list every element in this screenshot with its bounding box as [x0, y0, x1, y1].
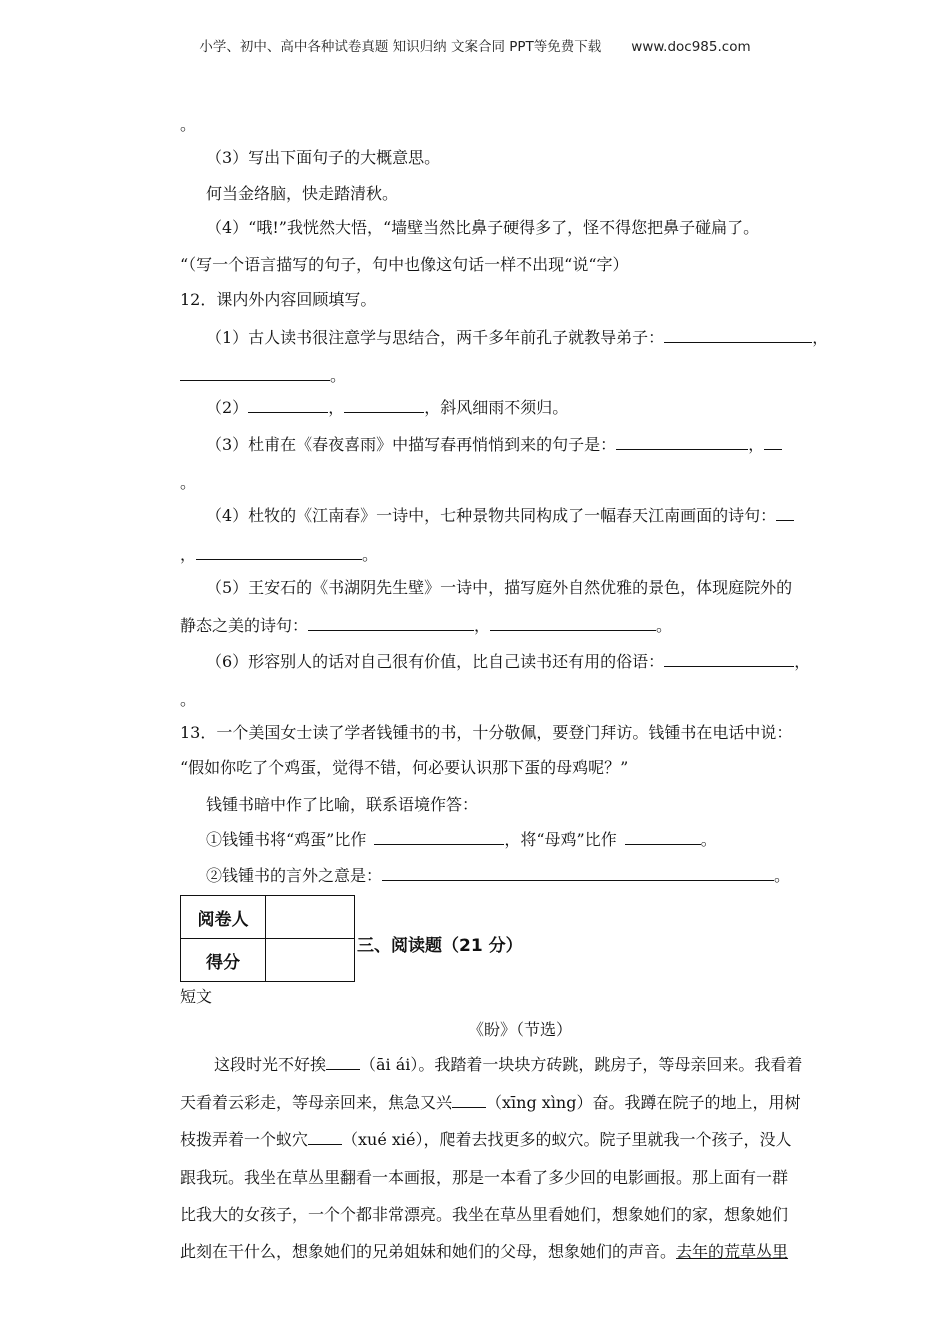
q12-item5-comma: ， [474, 616, 491, 635]
q12-item6-text: （6）形容别人的话对自己很有价值，比自己读书还有用的俗语： [206, 652, 665, 671]
q12-item4-period: 。 [362, 545, 379, 564]
reviewer-cell[interactable] [266, 896, 355, 939]
passage-line4: 跟我玩。我坐在草丛里翻看一本画报，那是一本看了多少回的电影画报。那上面有一群 [180, 1168, 789, 1187]
q11-part3-label: （3）写出下面句子的大概意思。 [206, 148, 441, 167]
q12-item2-comma: ， [328, 398, 345, 417]
section-title: 三、阅读题（21 分） [357, 936, 523, 956]
q12-item1-comma: ， [812, 328, 829, 347]
score-table [180, 895, 355, 982]
q11-part3-sentence: 何当金络脑，快走踏清秋。 [206, 184, 399, 203]
header-text: 小学、初中、高中各种试卷真题 知识归纳 文案合同 PPT等免费下载 [199, 39, 602, 55]
q12-item1-blank1[interactable] [664, 328, 812, 343]
q12-item6-blank1[interactable] [664, 652, 794, 667]
q12-item3-blank1[interactable] [616, 435, 748, 450]
passage-line1 [214, 1055, 802, 1075]
q13-sub2-blank[interactable] [382, 866, 774, 881]
q12-item3-period: 。 [180, 473, 197, 492]
passage-blank-ai[interactable] [326, 1055, 360, 1070]
q12-item1 [206, 328, 828, 348]
q12-item2-blank2[interactable] [344, 398, 424, 413]
page-header [0, 35, 950, 55]
q12-item3-blank2[interactable] [764, 435, 782, 450]
q12-item6-period: 。 [180, 690, 197, 709]
q13-sub1-b: ，将“母鸡”比作 [504, 830, 617, 849]
passage-line1-b: （āi ái）。我踏着一块块方砖跳，跳房子，等母亲回来。我看着 [360, 1055, 803, 1074]
q13-line3: 钱锺书暗中作了比喻，联系语境作答： [206, 795, 479, 814]
q12-item2-blank1[interactable] [248, 398, 328, 413]
q13-sub1-blank2[interactable] [625, 830, 701, 845]
passage-line3-a: 枝拨弄着一个蚁穴 [180, 1130, 309, 1149]
q12-item3-comma: ， [748, 435, 765, 454]
passage-line2 [180, 1093, 800, 1113]
score-cell[interactable] [266, 939, 355, 982]
passage-blank-xue[interactable] [308, 1130, 342, 1145]
q12-item2 [206, 398, 568, 418]
q12-item6-comma: ， [794, 652, 811, 671]
score-label: 得分 [181, 939, 266, 982]
q13-sub1 [206, 830, 717, 850]
header-site: www.doc985.com [631, 39, 751, 55]
q12-item3 [206, 435, 782, 455]
q12-item5-text: 静态之美的诗句： [180, 616, 309, 635]
q12-item1-period: 。 [330, 366, 347, 385]
passage-line5: 比我大的女孩子，一个个都非常漂亮。我坐在草丛里看她们，想象她们的家，想象她们 [180, 1205, 789, 1224]
passage-line6-underlined: 去年的荒草丛里 [676, 1242, 789, 1261]
q12-item1-cont [180, 366, 346, 386]
q12-item4-cont [180, 545, 378, 565]
passage-line2-b: （xīng xìng）奋。我蹲在院子的地上，用树 [486, 1093, 801, 1112]
q12-item4-comma: ， [180, 545, 197, 564]
q13-sub1-a: ①钱锺书将“鸡蛋”比作 [206, 830, 367, 849]
passage-line3 [180, 1130, 792, 1150]
q12-item4 [206, 506, 794, 526]
q11-part4-line2: “（写一个语言描写的句子，句中也像这句话一样不出现“说“字） [180, 255, 629, 274]
q11-part4-line1: （4）“哦!”我恍然大悟，“墙壁当然比鼻子硬得多了，怪不得您把鼻子碰扁了。 [206, 218, 760, 237]
reviewer-label: 阅卷人 [181, 896, 266, 939]
q11-stray-period: 。 [180, 115, 197, 134]
q13-line2: “假如你吃了个鸡蛋，觉得不错，何必要认识那下蛋的母鸡呢？” [180, 758, 629, 777]
passage-label: 短文 [180, 987, 213, 1006]
q13-sub1-period: 。 [700, 830, 717, 849]
q13-line1: 13．一个美国女士读了学者钱锺书的书，十分敬佩，要登门拜访。钱锺书在电话中说： [180, 723, 793, 742]
passage-line6 [180, 1242, 788, 1262]
q12-item5-blank1[interactable] [308, 616, 474, 631]
passage-line1-a: 这段时光不好挨 [214, 1055, 327, 1074]
q12-item4-blank1[interactable] [776, 506, 794, 521]
q13-sub1-blank1[interactable] [374, 830, 504, 845]
q13-sub2-text: ②钱锺书的言外之意是： [206, 866, 383, 885]
q13-sub2-period: 。 [774, 866, 791, 885]
q12-title: 12．课内外内容回顾填写。 [180, 290, 377, 309]
q12-item2-label: （2） [206, 398, 249, 417]
passage-line2-a: 天看着云彩走，等母亲回来，焦急又兴 [180, 1093, 453, 1112]
q12-item1-blank2[interactable] [180, 366, 330, 381]
passage-line3-b: （xué xié），爬着去找更多的蚁穴。院子里就我一个孩子，没人 [342, 1130, 792, 1149]
q12-item5-blank2[interactable] [490, 616, 656, 631]
q12-item4-text: （4）杜牧的《江南春》一诗中，七种景物共同构成了一幅春天江南画面的诗句： [206, 506, 777, 525]
q12-item5-period: 。 [656, 616, 673, 635]
passage-blank-xing[interactable] [452, 1093, 486, 1108]
q12-item6 [206, 652, 810, 672]
passage-line6-a: 此刻在干什么，想象她们的兄弟姐妹和她们的父母，想象她们的声音。 [180, 1242, 677, 1261]
q12-item4-blank2[interactable] [196, 545, 362, 560]
q12-item5-line1: （5）王安石的《书湖阴先生壁》一诗中，描写庭外自然优雅的景色，体现庭院外的 [206, 578, 793, 597]
q12-item1-text: （1）古人读书很注意学与思结合，两千多年前孔子就教导弟子： [206, 328, 665, 347]
q12-item2-tail: ，斜风细雨不须归。 [424, 398, 569, 417]
q13-sub2 [206, 866, 790, 886]
passage-title: 《盼》（节选） [468, 1020, 573, 1039]
q12-item3-text: （3）杜甫在《春夜喜雨》中描写春再悄悄到来的句子是： [206, 435, 617, 454]
q12-item5-line2 [180, 616, 672, 636]
